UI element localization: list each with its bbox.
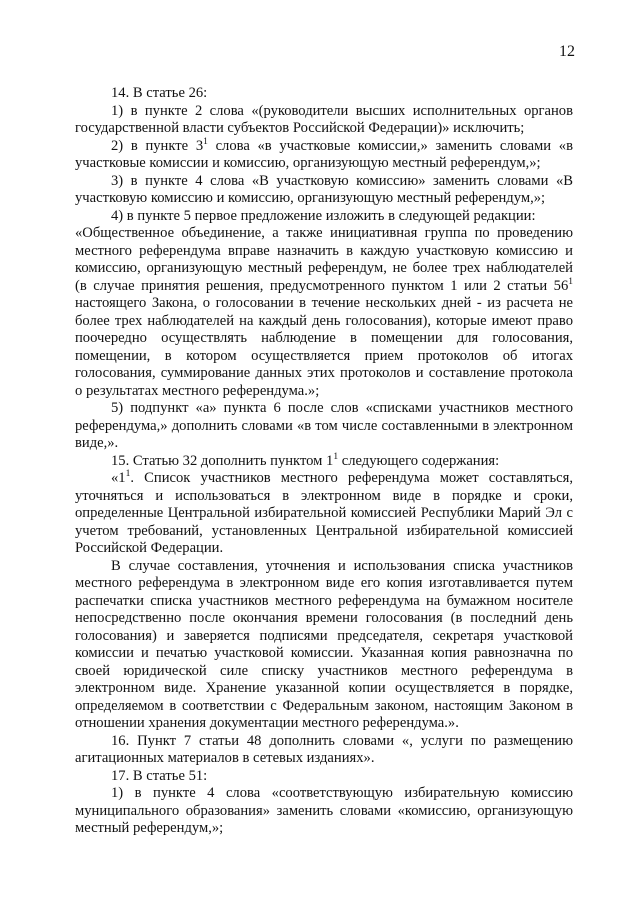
text-run: 5) подпункт «а» пункта 6 после слов «списками участников местного референдума,» дополнить словами «в том числе составленными в электронном виде,». bbox=[75, 400, 573, 451]
paragraph-p13 bbox=[75, 785, 573, 838]
text-run: В случае составления, уточнения и использования списка участников местного референдума в электронном виде его копия изготавливается путем распечатки списка участников местного референдума на бумажном носителе непосредственно после окончания времени голосования (в последний день голосования) и заверяется подписями председателя, секретаря участковой комиссии и печатью участковой комиссии. Указанная копия равнозначна по своей юридической силе списку участников местного референдума в электронном виде. Хранение указанной копии осуществляется в порядке, определяемом в соответствии с Федеральным законом, настоящим Законом в отношении хранения документации местного референдума.». bbox=[75, 557, 573, 731]
page-number: 12 bbox=[559, 43, 575, 60]
text-run: 14. В статье 26: bbox=[111, 85, 208, 101]
text-run: настоящего Закона, о голосовании в течение нескольких дней - из расчета не более трех наблюдателей на каждый день голосования), которые имеют право поочередно осуществлять наблюдение в помещении для голосования, помещении, в котором осуществляется прием протоколов об итогах голосования, суммирование данных этих протоколов и составление протокола о результатах местного референдума.»; bbox=[75, 295, 573, 399]
text-run: «1 bbox=[111, 470, 126, 486]
superscript: 1 bbox=[203, 136, 208, 147]
text-run: 1) в пункте 4 слова «соответствующую избирательную комиссию муниципального образования» заменить словами «комиссию, организующую местный референдум,»; bbox=[75, 785, 573, 836]
paragraph-p8 bbox=[75, 453, 573, 471]
superscript: 1 bbox=[125, 469, 131, 479]
paragraph-p2 bbox=[75, 103, 573, 138]
document-body bbox=[75, 85, 573, 838]
paragraph-p4 bbox=[75, 173, 573, 208]
superscript: 1 bbox=[333, 451, 339, 462]
text-run: 17. В статье 51: bbox=[111, 767, 208, 784]
paragraph-p6 bbox=[75, 225, 573, 400]
text-run: 15. Статью 32 дополнить пунктом 1 bbox=[111, 452, 334, 469]
text-run: 4) в пункте 5 первое предложение изложить в следующей редакции: bbox=[111, 207, 536, 224]
superscript: 1 bbox=[568, 276, 573, 287]
paragraph-p7 bbox=[75, 400, 573, 453]
paragraph-p5 bbox=[75, 208, 573, 226]
paragraph-p3 bbox=[75, 138, 573, 173]
text-run: 16. Пункт 7 статьи 48 дополнить словами «, услуги по размещению агитационных материалов в сетевых изданиях». bbox=[75, 732, 573, 766]
text-run: 3) в пункте 4 слова «В участковую комиссию» заменить словами «В участковую комиссию и комиссию, организующую местный референдум,»; bbox=[75, 172, 573, 206]
text-run: . Список участников местного референдума может составляться, уточняться и использоваться в электронном виде в порядке и сроки, определенные Центральной избирательной комиссией Республики Марий Эл с учетом требований, установленных Центральной избирательной комиссией Российской Федерации. bbox=[75, 470, 573, 556]
paragraph-p11 bbox=[75, 733, 573, 768]
paragraph-p12 bbox=[75, 768, 573, 786]
paragraph-p10 bbox=[75, 558, 573, 733]
text-run: 2) в пункте 3 bbox=[111, 137, 204, 154]
text-run: 1) в пункте 2 слова «(руководители высших исполнительных органов государственной власти субъектов Российской Федерации)» исключить; bbox=[75, 102, 573, 136]
paragraph-p9 bbox=[75, 470, 573, 558]
paragraph-p1 bbox=[75, 85, 573, 103]
text-run: «Общественное объединение, а также инициативная группа по проведению местного референдума вправе назначить в каждую участковую комиссию и комиссию, организующую местный референдум, не более трех наблюдателей (в случае принятия решения, предусмотренного пунктом 1 или 2 статьи 56 bbox=[75, 225, 573, 294]
text-run: следующего содержания: bbox=[338, 452, 500, 469]
text-run: слова «в участковые комиссии,» заменить словами «в участковые комиссии и комиссию, организующую местный референдум,»; bbox=[75, 137, 573, 171]
